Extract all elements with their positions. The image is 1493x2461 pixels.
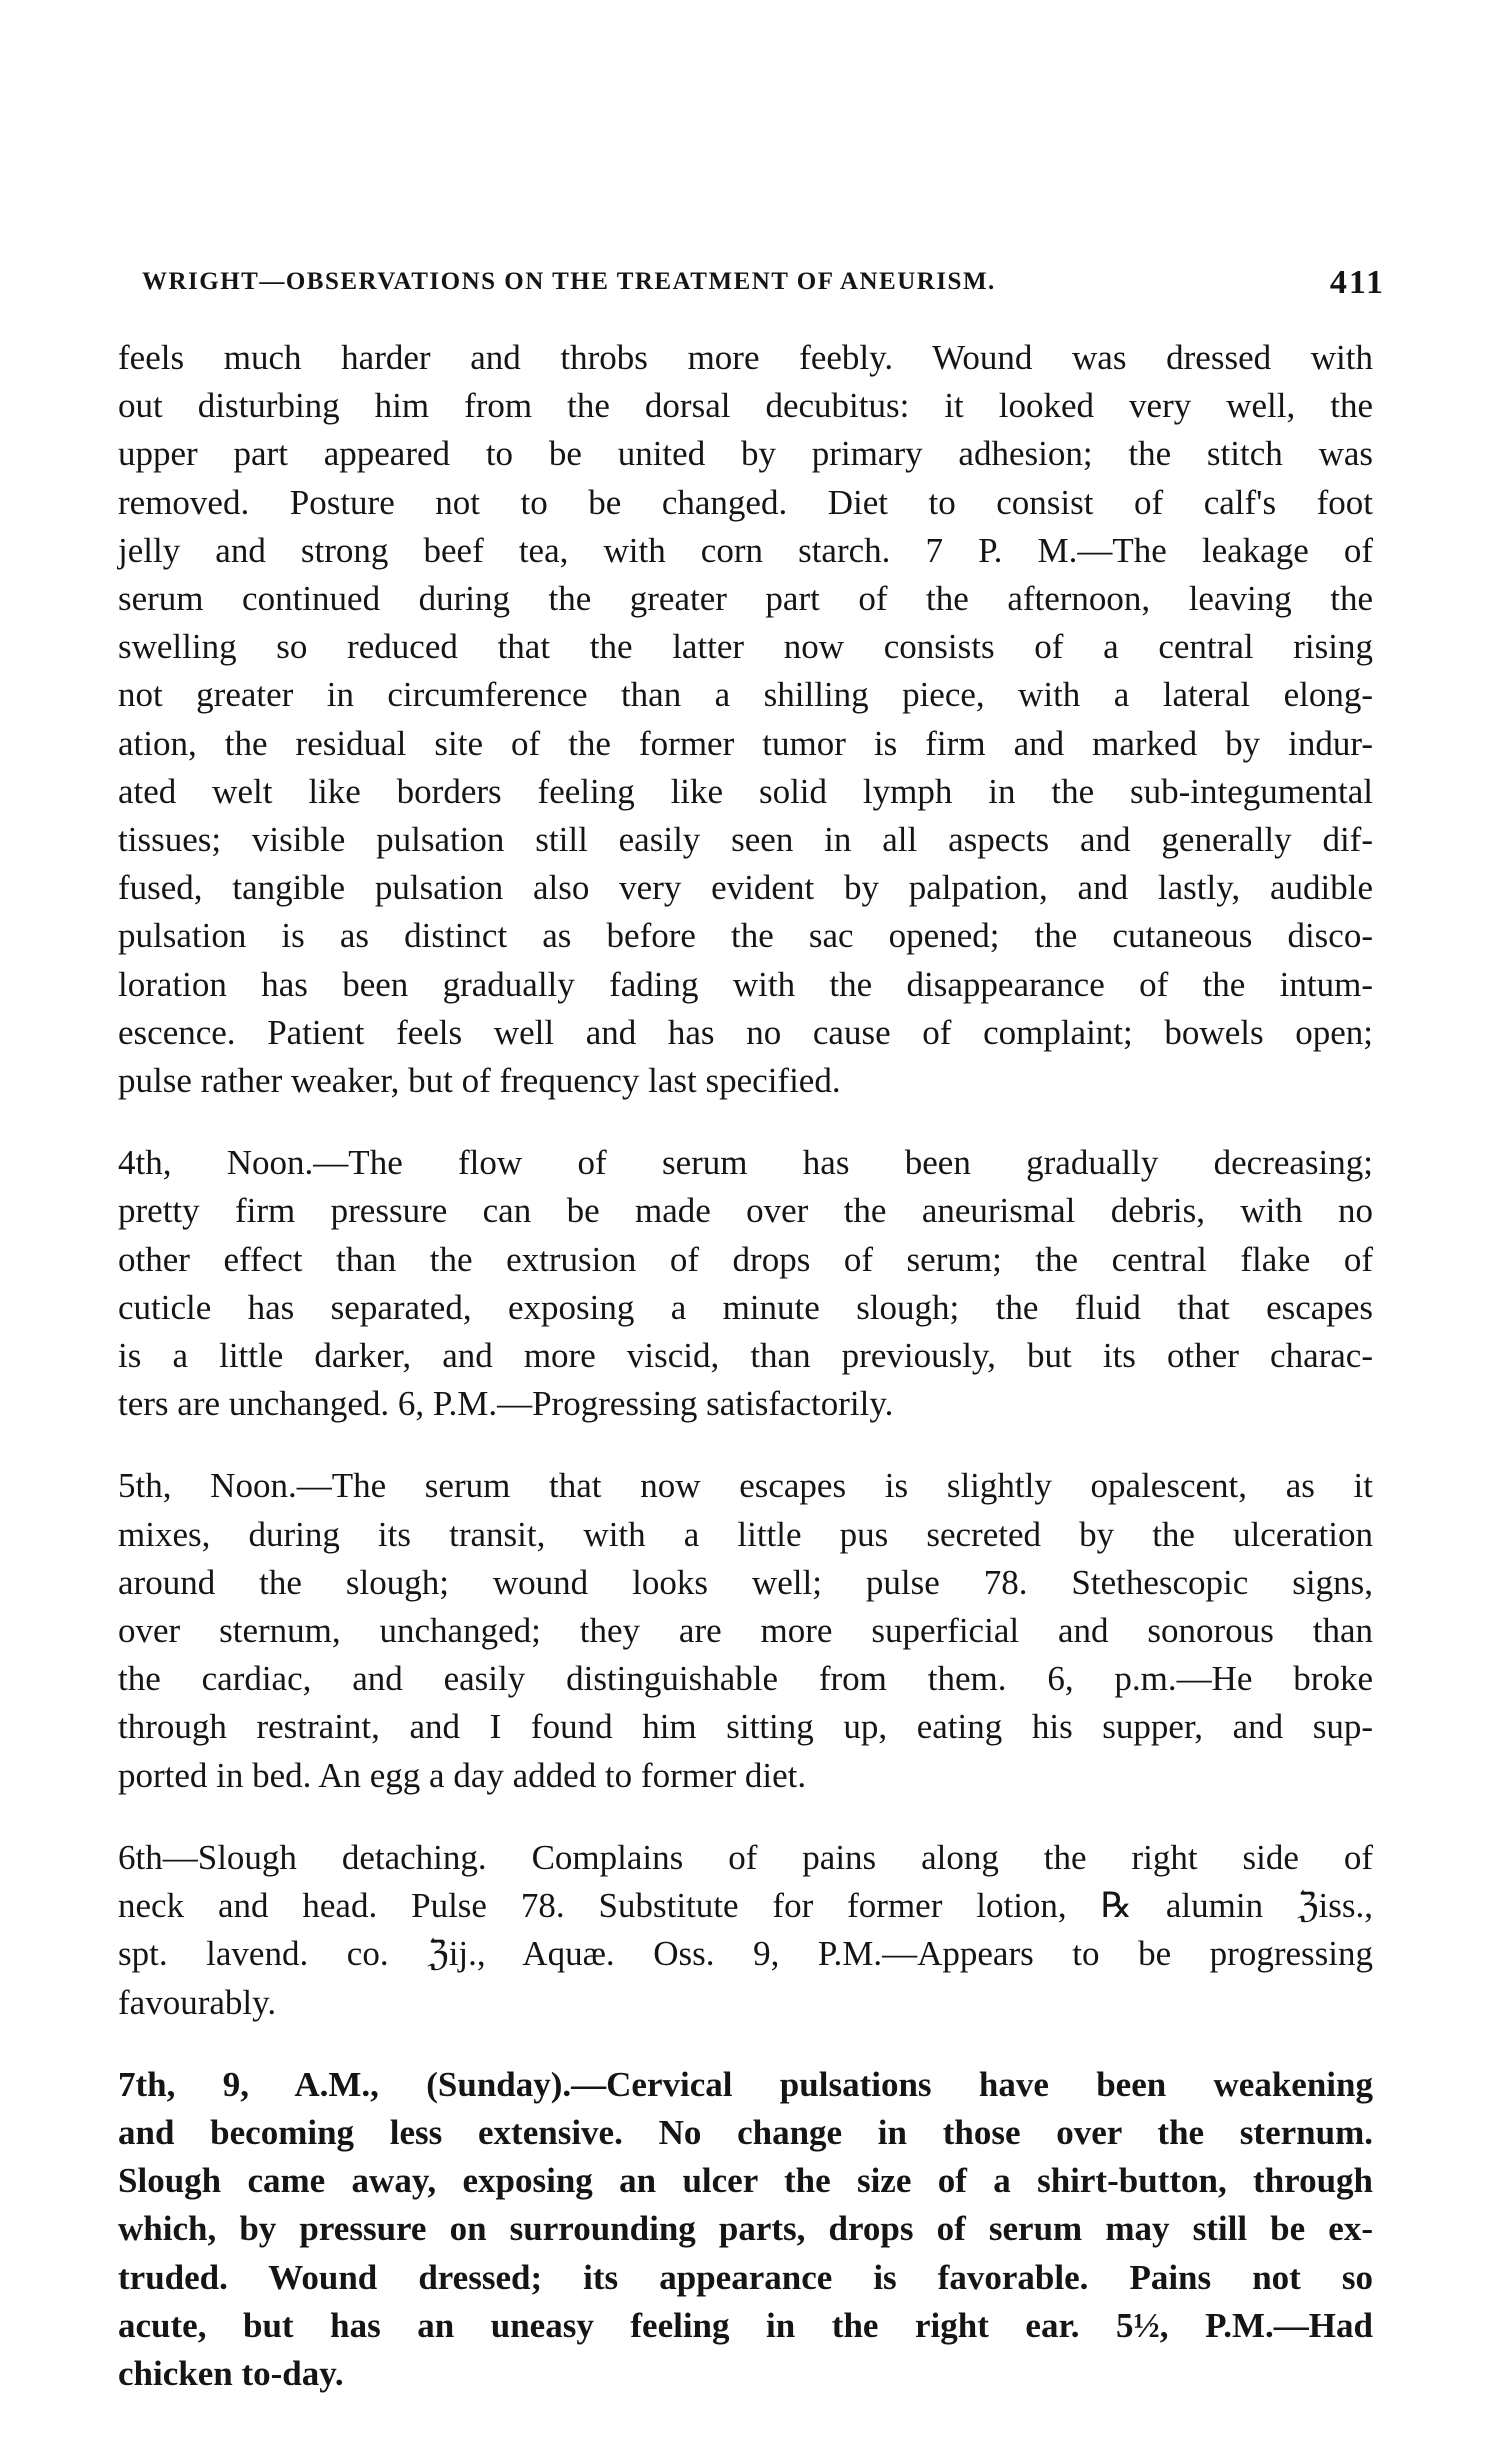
text-line: out disturbing him from the dorsal decubitus: it looked very well, the [118,386,1373,426]
text-line: is a little darker, and more viscid, than previously, but its other charac- [118,1336,1373,1376]
text-line: feels much harder and throbs more feebly. Wound was dressed with [118,338,1373,377]
text-line: not greater in circumference than a shilling piece, with a lateral elong- [118,675,1373,715]
text-line: mixes, during its transit, with a little pus secreted by the ulceration [118,1514,1373,1554]
text-line: acute, but has an uneasy feeling in the right ear. 5½, P.M.—Had [118,2305,1373,2345]
text-line: neck and head. Pulse 78. Substitute for former lotion, ℞ alumin ℨiss., [118,1886,1373,1926]
text-line: ation, the residual site of the former tumor is firm and marked by indur- [118,723,1373,763]
text-line: swelling so reduced that the latter now consists of a central rising [118,627,1373,667]
text-line: jelly and strong beef tea, with corn starch. 7 P. M.—The leakage of [118,530,1373,570]
paragraph-feels-much-harder [118,334,1373,1105]
text-line: tissues; visible pulsation still easily seen in all aspects and generally dif- [118,820,1373,860]
paragraph-7th-sunday [118,2061,1373,2398]
text-line: which, by pressure on surrounding parts, drops of serum may still be ex- [118,2209,1373,2249]
page-number: 411 [1329,264,1385,301]
text-line: removed. Posture not to be changed. Diet to consist of calf's foot [118,482,1373,522]
paragraph-6th [118,1834,1373,2027]
text-line: around the slough; wound looks well; pulse 78. Stethescopic signs, [118,1562,1373,1602]
paragraph-4th-noon [118,1139,1373,1428]
text-line: ported in bed. An egg a day added to former diet. [118,1755,807,1795]
text-line: cuticle has separated, exposing a minute slough; the fluid that escapes [118,1287,1373,1327]
text-line: 7th, 9, A.M., (Sunday).—Cervical pulsations have been weakening [118,2064,1373,2104]
text-line: through restraint, and I found him sitting up, eating his supper, and sup- [118,1707,1373,1747]
text-line: pulse rather weaker, but of frequency last specified. [118,1061,841,1101]
document-page [118,264,1385,2398]
text-line: pulsation is as distinct as before the sac opened; the cutaneous disco- [118,916,1373,956]
text-line: the cardiac, and easily distinguishable from them. 6, p.m.—He broke [118,1659,1373,1699]
running-head-title: WRIGHT—OBSERVATIONS ON THE TREATMENT OF ANEURISM. [142,268,996,295]
text-line: favourably. [118,1982,277,2022]
text-line: Slough came away, exposing an ulcer the size of a shirt-button, through [118,2161,1373,2201]
text-line: 5th, Noon.—The serum that now escapes is slightly opalescent, as it [118,1466,1373,1506]
text-line: serum continued during the greater part of the afternoon, leaving the [118,579,1373,619]
text-line: over sternum, unchanged; they are more superficial and sonorous than [118,1611,1373,1651]
text-line: loration has been gradually fading with the disappearance of the intum- [118,964,1373,1004]
text-line: ters are unchanged. 6, P.M.—Progressing satisfactorily. [118,1384,894,1424]
text-line: truded. Wound dressed; its appearance is favorable. Pains not so [118,2257,1373,2297]
text-line: upper part appeared to be united by primary adhesion; the stitch was [118,434,1373,474]
text-line: escence. Patient feels well and has no cause of complaint; bowels open; [118,1012,1373,1052]
paragraph-5th-noon [118,1462,1373,1799]
text-line: 6th—Slough detaching. Complains of pains along the right side of [118,1837,1373,1877]
text-line: ated welt like borders feeling like solid lymph in the sub-integumental [118,771,1373,811]
running-head [118,264,1385,308]
text-line: spt. lavend. co. ℨij., Aquæ. Oss. 9, P.M.—Appears to be progressing [118,1934,1373,1974]
body-text [118,334,1373,2398]
text-line: 4th, Noon.—The flow of serum has been gradually decreasing; [118,1143,1373,1183]
text-line: other effect than the extrusion of drops of serum; the central flake of [118,1239,1373,1279]
text-line: and becoming less extensive. No change in those over the sternum. [118,2112,1373,2152]
text-line: pretty firm pressure can be made over the aneurismal debris, with no [118,1191,1373,1231]
text-line: fused, tangible pulsation also very evident by palpation, and lastly, audible [118,868,1373,908]
text-line: chicken to-day. [118,2353,344,2393]
